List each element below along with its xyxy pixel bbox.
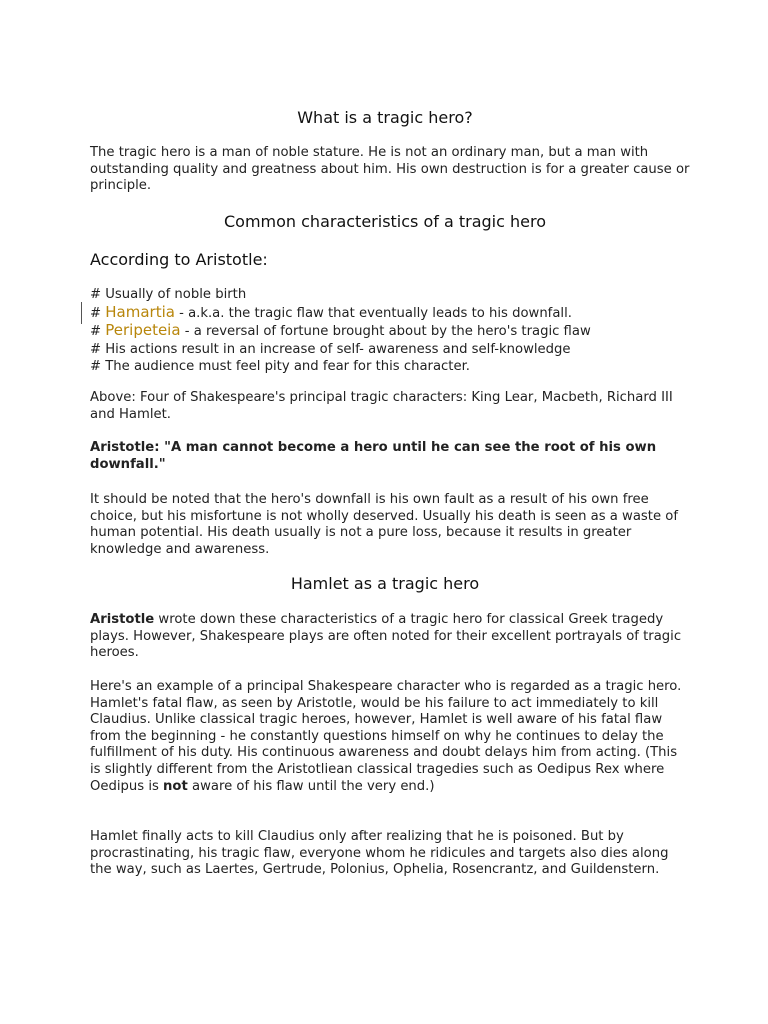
page-title: What is a tragic hero? [297, 108, 473, 127]
list-item: # The audience must feel pity and fear for this character. [90, 359, 470, 374]
characteristics-list [90, 286, 690, 376]
aristotle-paragraph-text: wrote down these characteristics of a tragic hero for classical Greek tragedy plays. However, Shakespeare plays are often noted for their excellent portrayals of tragic heroes. [90, 612, 682, 661]
characteristics-heading: Common characteristics of a tragic hero [223, 212, 547, 231]
peripeteia-term: Peripeteia [105, 321, 181, 339]
aristotle-quote: Aristotle: "A man cannot become a hero until he can see the root of his own downfall." [90, 440, 657, 472]
list-item: # His actions result in an increase of self- awareness and self-knowledge [90, 341, 571, 357]
list-item [90, 304, 690, 323]
not-bold: not [163, 778, 188, 794]
hamartia-term: Hamartia [105, 302, 175, 321]
hamlet-heading: Hamlet as a tragic hero [290, 574, 480, 593]
example-paragraph [90, 679, 690, 795]
aristotle-heading: According to Aristotle: [90, 250, 268, 269]
aristotle-paragraph [90, 612, 690, 662]
list-item-text: - a reversal of fortune brought about by the hero's tragic flaw [180, 324, 591, 339]
list-bullet: # [90, 324, 106, 339]
final-paragraph: Hamlet finally acts to kill Claudius only after realizing that he is poisoned. But by procrastinating, his tragic flaw, everyone whom he ridicules and targets also dies along the way, such as Laertes, Gertrude, Polonius, Ophelia, Rosencrantz, and Guildenstern. [90, 829, 669, 878]
intro-paragraph: The tragic hero is a man of noble stature. He is not an ordinary man, but a man with outstanding quality and greatness about him. His own destruction is for a greater cause or principle. [90, 145, 690, 194]
list-item [90, 322, 690, 341]
aristotle-bold: Aristotle [90, 612, 155, 627]
downfall-paragraph: It should be noted that the hero's downfall is his own fault as a result of his own free choice, but his misfortune is not wholly deserved. Usually his death is seen as a waste of human potential. His death usually is not a pure loss, because it results in greater knowledge and awareness. [90, 492, 678, 557]
example-text-after: aware of his flaw until the very end.) [187, 778, 435, 794]
example-text-before: Here's an example of a principal Shakespeare character who is regarded as a tragic hero. Hamlet's fatal flaw, as seen by Aristotle, would be his failure to act immediately to kill Claudius. Unlike classical tragic heroes, however, Hamlet is well aware of his fatal flaw from the beginning - he constantly questions himself on why he continues to delay the fulfillment of his duty. His continuous awareness and doubt delays him from acting. (This is slightly different from the Aristotliean classical tragedies such as Oedipus Rex where Oedipus is [90, 679, 682, 794]
list-item: # Usually of noble birth [90, 287, 247, 302]
text-cursor-bar [81, 302, 82, 324]
caption-paragraph: Above: Four of Shakespeare's principal tragic characters: King Lear, Macbeth, Richard III and Hamlet. [90, 390, 673, 422]
list-bullet: # [90, 305, 106, 321]
list-item-text: - a.k.a. the tragic flaw that eventually leads to his downfall. [174, 305, 572, 321]
